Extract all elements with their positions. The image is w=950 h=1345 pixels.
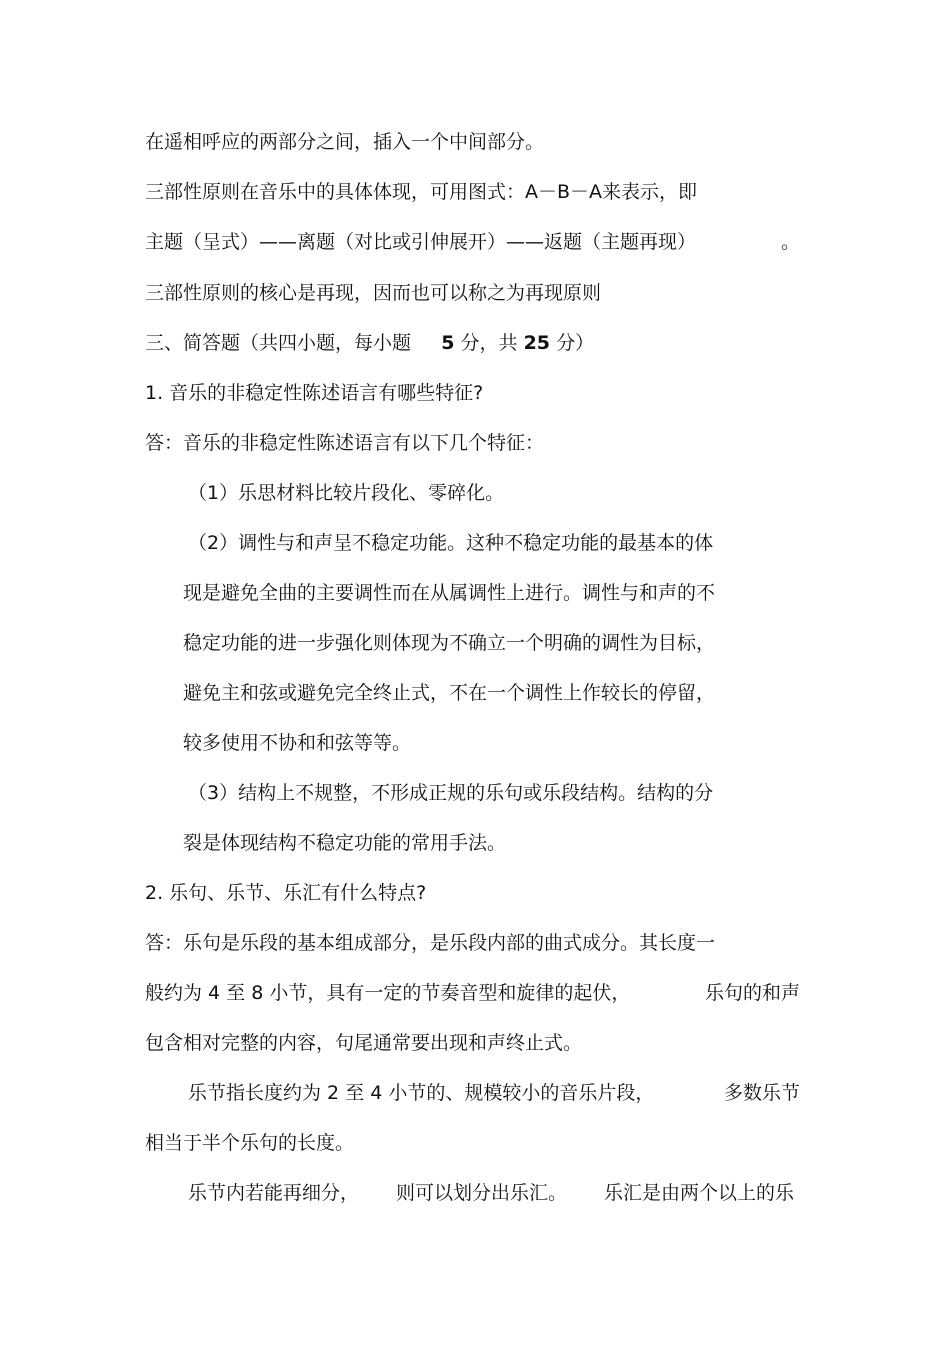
answer-2-line-4-b: 多数乐节 [723,1082,800,1104]
text-line-4: 三部性原则的核心是再现，因而也可以称之为再现原则 [145,282,602,304]
answer-2-line-4 [188,1080,800,1106]
answer-2-line-2 [145,980,800,1006]
answer-1-item-2-cont-3: 避免主和弦或避免完全终止式，不在一个调性上作较长的停留， [183,682,716,704]
question-2: 2. 乐句、乐节、乐汇有什么特点? [145,882,427,904]
answer-2-line-1: 答：乐句是乐段的基本组成部分，是乐段内部的曲式成分。其长度一 [145,932,716,954]
answer-2-line-6-a: 乐节内若能再细分， [188,1182,360,1204]
answer-1-item-3: （3）结构上不规整，不形成正规的乐句或乐段结构。结构的分 [188,782,714,804]
section-heading-b: 分，共 [460,332,518,354]
answer-2-line-2-a: 般约为 4 至 8 小节，具有一定的节奏音型和旋律的起伏， [145,982,631,1004]
answer-1-item-2-cont-1: 现是避免全曲的主要调性而在从属调性上进行。调性与和声的不 [183,582,716,604]
text-line-1: 在遥相呼应的两部分之间，插入一个中间部分。 [145,131,545,153]
section-heading-total: 25 [523,332,551,354]
answer-2-line-6 [188,1180,794,1206]
section-heading-c: 分） [556,332,595,354]
answer-1-item-3-cont: 裂是体现结构不稳定功能的常用手法。 [183,832,507,854]
question-1: 1. 音乐的非稳定性陈述语言有哪些特征? [145,382,484,404]
answer-1-item-2: （2）调性与和声呈不稳定功能。这种不稳定功能的最基本的体 [188,532,714,554]
section-heading-a: 三、简答题（共四小题，每小题 [145,332,412,354]
answer-1-item-2-cont-4: 较多使用不协和和弦等等。 [183,732,412,754]
answer-2-line-5: 相当于半个乐句的长度。 [145,1132,355,1154]
section-heading [145,330,594,356]
answer-1-intro: 答：音乐的非稳定性陈述语言有以下几个特征： [145,432,545,454]
text-line-3 [145,229,800,255]
section-heading-score: 5 [441,332,455,354]
answer-2-line-3: 包含相对完整的内容，句尾通常要出现和声终止式。 [145,1032,583,1054]
answer-2-line-2-b: 乐句的和声 [704,982,800,1004]
answer-1-item-2-cont-2: 稳定功能的进一步强化则体现为不确立一个明确的调性为目标， [183,632,716,654]
answer-2-line-6-b: 则可以划分出乐汇。 [395,1182,567,1204]
text-line-2: 三部性原则在音乐中的具体体现，可用图式：A－B－A来表示，即 [145,181,698,203]
answer-2-line-4-a: 乐节指长度约为 2 至 4 小节的、规模较小的音乐片段， [188,1082,655,1104]
answer-2-line-6-c: 乐汇是由两个以上的乐 [603,1182,794,1204]
text-line-3-end: 。 [780,231,800,253]
text-line-3-main: 主题（呈式）——离题（对比或引伸展开）——返题（主题再现） [145,231,697,253]
answer-1-item-1: （1）乐思材料比较片段化、零碎化。 [188,482,505,504]
